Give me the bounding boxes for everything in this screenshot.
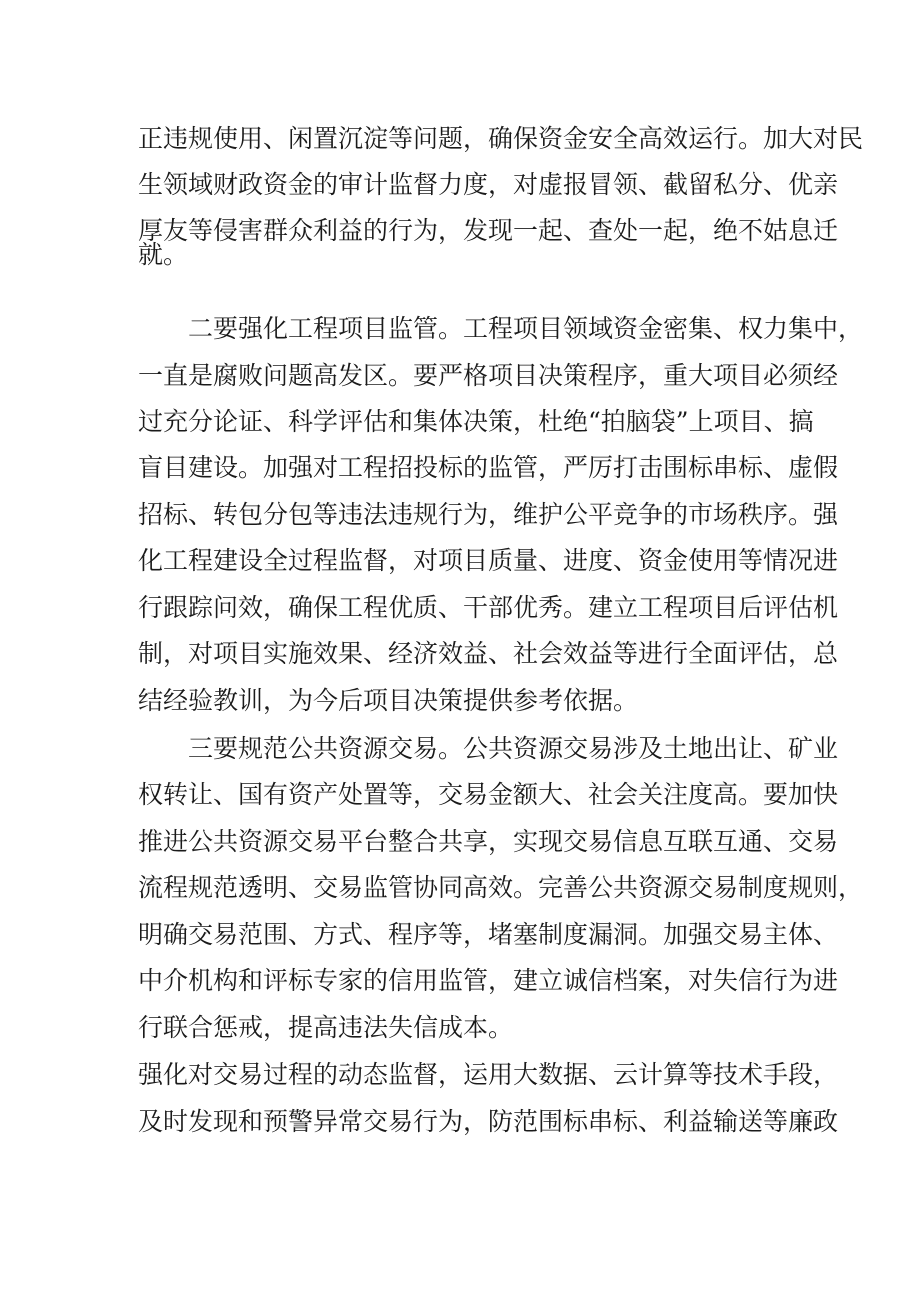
text-line: 化工程建设全过程监督，对项目质量、进度、资金使用等情况进 bbox=[138, 546, 839, 575]
text-line: 厚友等侵害群众利益的行为，发现一起、查处一起，绝不姑息迁 bbox=[138, 216, 839, 245]
text-line: 中介机构和评标专家的信用监管，建立诚信档案，对失信行为进 bbox=[138, 966, 839, 995]
text-line: 及时发现和预警异常交易行为，防范围标串标、利益输送等廉政 bbox=[138, 1107, 839, 1136]
text-line: 行跟踪问效，确保工程优质、干部优秀。建立工程项目后评估机 bbox=[138, 593, 839, 622]
paragraph-start-line: 三要规范公共资源交易。公共资源交易涉及土地出让、矿业 bbox=[188, 734, 839, 763]
text-line: 制，对项目实施效果、经济效益、社会效益等进行全面评估，总 bbox=[138, 639, 839, 668]
text-line: 正违规使用、闲置沉淀等问题，确保资金安全高效运行。加大对民 bbox=[138, 124, 864, 153]
text-line: 就。 bbox=[138, 240, 189, 269]
text-line: 明确交易范围、方式、程序等，堵塞制度漏洞。加强交易主体、 bbox=[138, 920, 839, 949]
text-line: 流程规范透明、交易监管协同高效。完善公共资源交易制度规则， bbox=[138, 873, 864, 902]
text-line: 招标、转包分包等违法违规行为，维护公平竞争的市场秩序。强 bbox=[138, 500, 839, 529]
text-line: 一直是腐败问题高发区。要严格项目决策程序，重大项目必须经 bbox=[138, 361, 839, 390]
text-line: 强化对交易过程的动态监督，运用大数据、云计算等技术手段， bbox=[138, 1060, 839, 1089]
text-line: 行联合惩戒，提高违法失信成本。 bbox=[138, 1013, 514, 1042]
text-line: 过充分论证、科学评估和集体决策，杜绝“拍脑袋”上项目、搞 bbox=[138, 407, 814, 436]
text-line: 权转让、国有资产处置等，交易金额大、社会关注度高。要加快 bbox=[138, 780, 839, 809]
text-line: 生领域财政资金的审计监督力度，对虚报冒领、截留私分、优亲 bbox=[138, 170, 839, 199]
text-line: 推进公共资源交易平台整合共享，实现交易信息互联互通、交易 bbox=[138, 827, 839, 856]
paragraph-start-line: 二要强化工程项目监管。工程项目领域资金密集、权力集中， bbox=[188, 314, 864, 343]
text-line: 结经验教训，为今后项目决策提供参考依据。 bbox=[138, 686, 639, 715]
text-line: 盲目建设。加强对工程招投标的监管，严厉打击围标串标、虚假 bbox=[138, 453, 839, 482]
